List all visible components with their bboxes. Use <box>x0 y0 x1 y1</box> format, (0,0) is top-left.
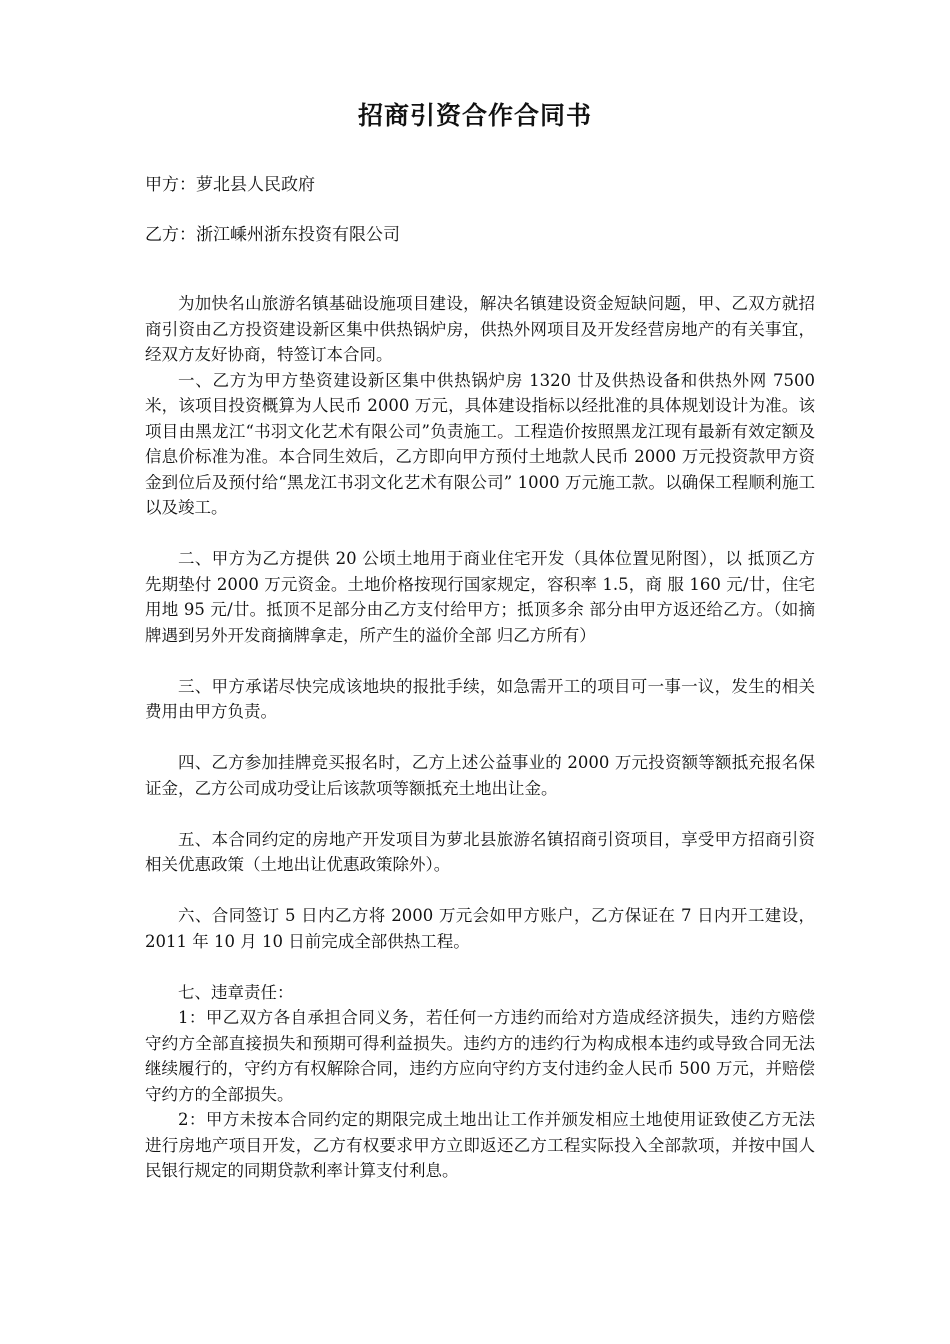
clause-6-paragraph <box>145 903 815 954</box>
clause-7-heading: 七、 <box>178 982 211 1002</box>
clause-2-text: 甲方为乙方提供 20 公顷土地用于商业住宅开发（具体位置见附图），以 抵顶乙方先期垫付 2000 万元资金。土地价格按现行国家规定，容积率 1.5，商 服 160 元/廿，住宅用地 95 元/廿。抵顶不足部分由乙方支付给甲方；抵顶多余 部分由甲方返还给乙方。（如摘牌遇到另外开发商摘牌拿走，所产生的溢价全部 归乙方所有） <box>145 549 815 645</box>
clause-7-paragraph <box>145 980 815 1006</box>
party-b-line <box>145 222 400 248</box>
clause-6-heading: 六、 <box>178 906 212 925</box>
clause-3-paragraph <box>145 674 815 725</box>
clause-6-text: 合同签订 5 日内乙方将 2000 万元会如甲方账户，乙方保证在 7 日内开工建设，2011 年 10 月 10 日前完成全部供热工程。 <box>145 906 815 951</box>
party-b-name: 浙江嵊州浙东投资有限公司 <box>196 225 400 245</box>
party-a-line <box>145 172 315 198</box>
clause-7-text: 违章责任： <box>211 982 294 1002</box>
clause-2-paragraph <box>145 546 815 648</box>
clause-5-heading: 五、 <box>178 829 212 849</box>
clause-4-paragraph <box>145 750 815 801</box>
clause-4-heading: 四、 <box>178 753 212 772</box>
clause-3-text: 甲方承诺尽快完成该地块的报批手续，如急需开工的项目可一事一议，发生的相关费用由甲方负责。 <box>145 676 816 721</box>
clause-4-text: 乙方参加挂牌竞买报名时，乙方上述公益事业的 2000 万元投资额等额抵充报名保证金，乙方公司成功受让后该款项等额抵充土地出让金。 <box>145 753 815 798</box>
clause-3-heading: 三、 <box>178 676 212 696</box>
clause-5-text: 本合同约定的房地产开发项目为萝北县旅游名镇招商引资项目，享受甲方招商引资相关优惠政策（土地出让优惠政策除外）。 <box>145 829 816 874</box>
clause-5-paragraph <box>145 827 815 878</box>
clause-1-heading: 一、 <box>178 370 213 390</box>
clause-2-heading: 二、 <box>178 549 212 568</box>
clause-7-item-1: 1：甲乙双方各自承担合同义务，若任何一方违约而给对方造成经济损失，违约方赔偿守约方全部直接损失和预期可得利益损失。违约方的违约行为构成根本违约或导致合同无法继续履行的，守约方有权解除合同，违约方应向守约方支付违约金人民币 500 万元，并赔偿守约方的全部损失。 <box>145 1008 815 1104</box>
clause-7-item-2: 2：甲方未按本合同约定的期限完成土地出让工作并颁发相应土地使用证致使乙方无法进行房地产项目开发，乙方有权要求甲方立即返还乙方工程实际投入全部款项，并按中国人民银行规定的同期贷款利率计算支付利息。 <box>145 1110 815 1180</box>
clause-1-text: 乙方为甲方垫资建设新区集中供热锅炉房 1320 廿及供热设备和供热外网 7500 米，该项目投资概算为人民币 2000 万元，具体建设指标以经批准的具体规划设计为准。该项目由黑龙江“书羽文化艺术有限公司”负责施工。工程造价按照黑龙江现有最新有效定额及信息价标准为准。本合同生效后，乙方即向甲方预付土地款人民币 2000 万元投资款甲方资金到位后及预付给“黑龙江书羽文化艺术有限公司” 1000 万元施工款。以确保工程顺利施工以及竣工。 <box>145 370 816 517</box>
document-title: 招商引资合作合同书 <box>357 101 592 130</box>
party-a-name: 萝北县人民政府 <box>196 175 315 195</box>
preamble-paragraph: 为加快名山旅游名镇基础设施项目建设，解决名镇建设资金短缺问题，甲、乙双方就招商引资由乙方投资建设新区集中供热锅炉房，供热外网项目及开发经营房地产的有关事宜，经双方友好协商，特签订本合同。 <box>145 294 815 364</box>
clause-1-paragraph <box>145 368 815 521</box>
party-b-label: 乙方： <box>145 225 196 245</box>
contract-body <box>145 291 815 1184</box>
party-a-label: 甲方： <box>145 175 196 195</box>
